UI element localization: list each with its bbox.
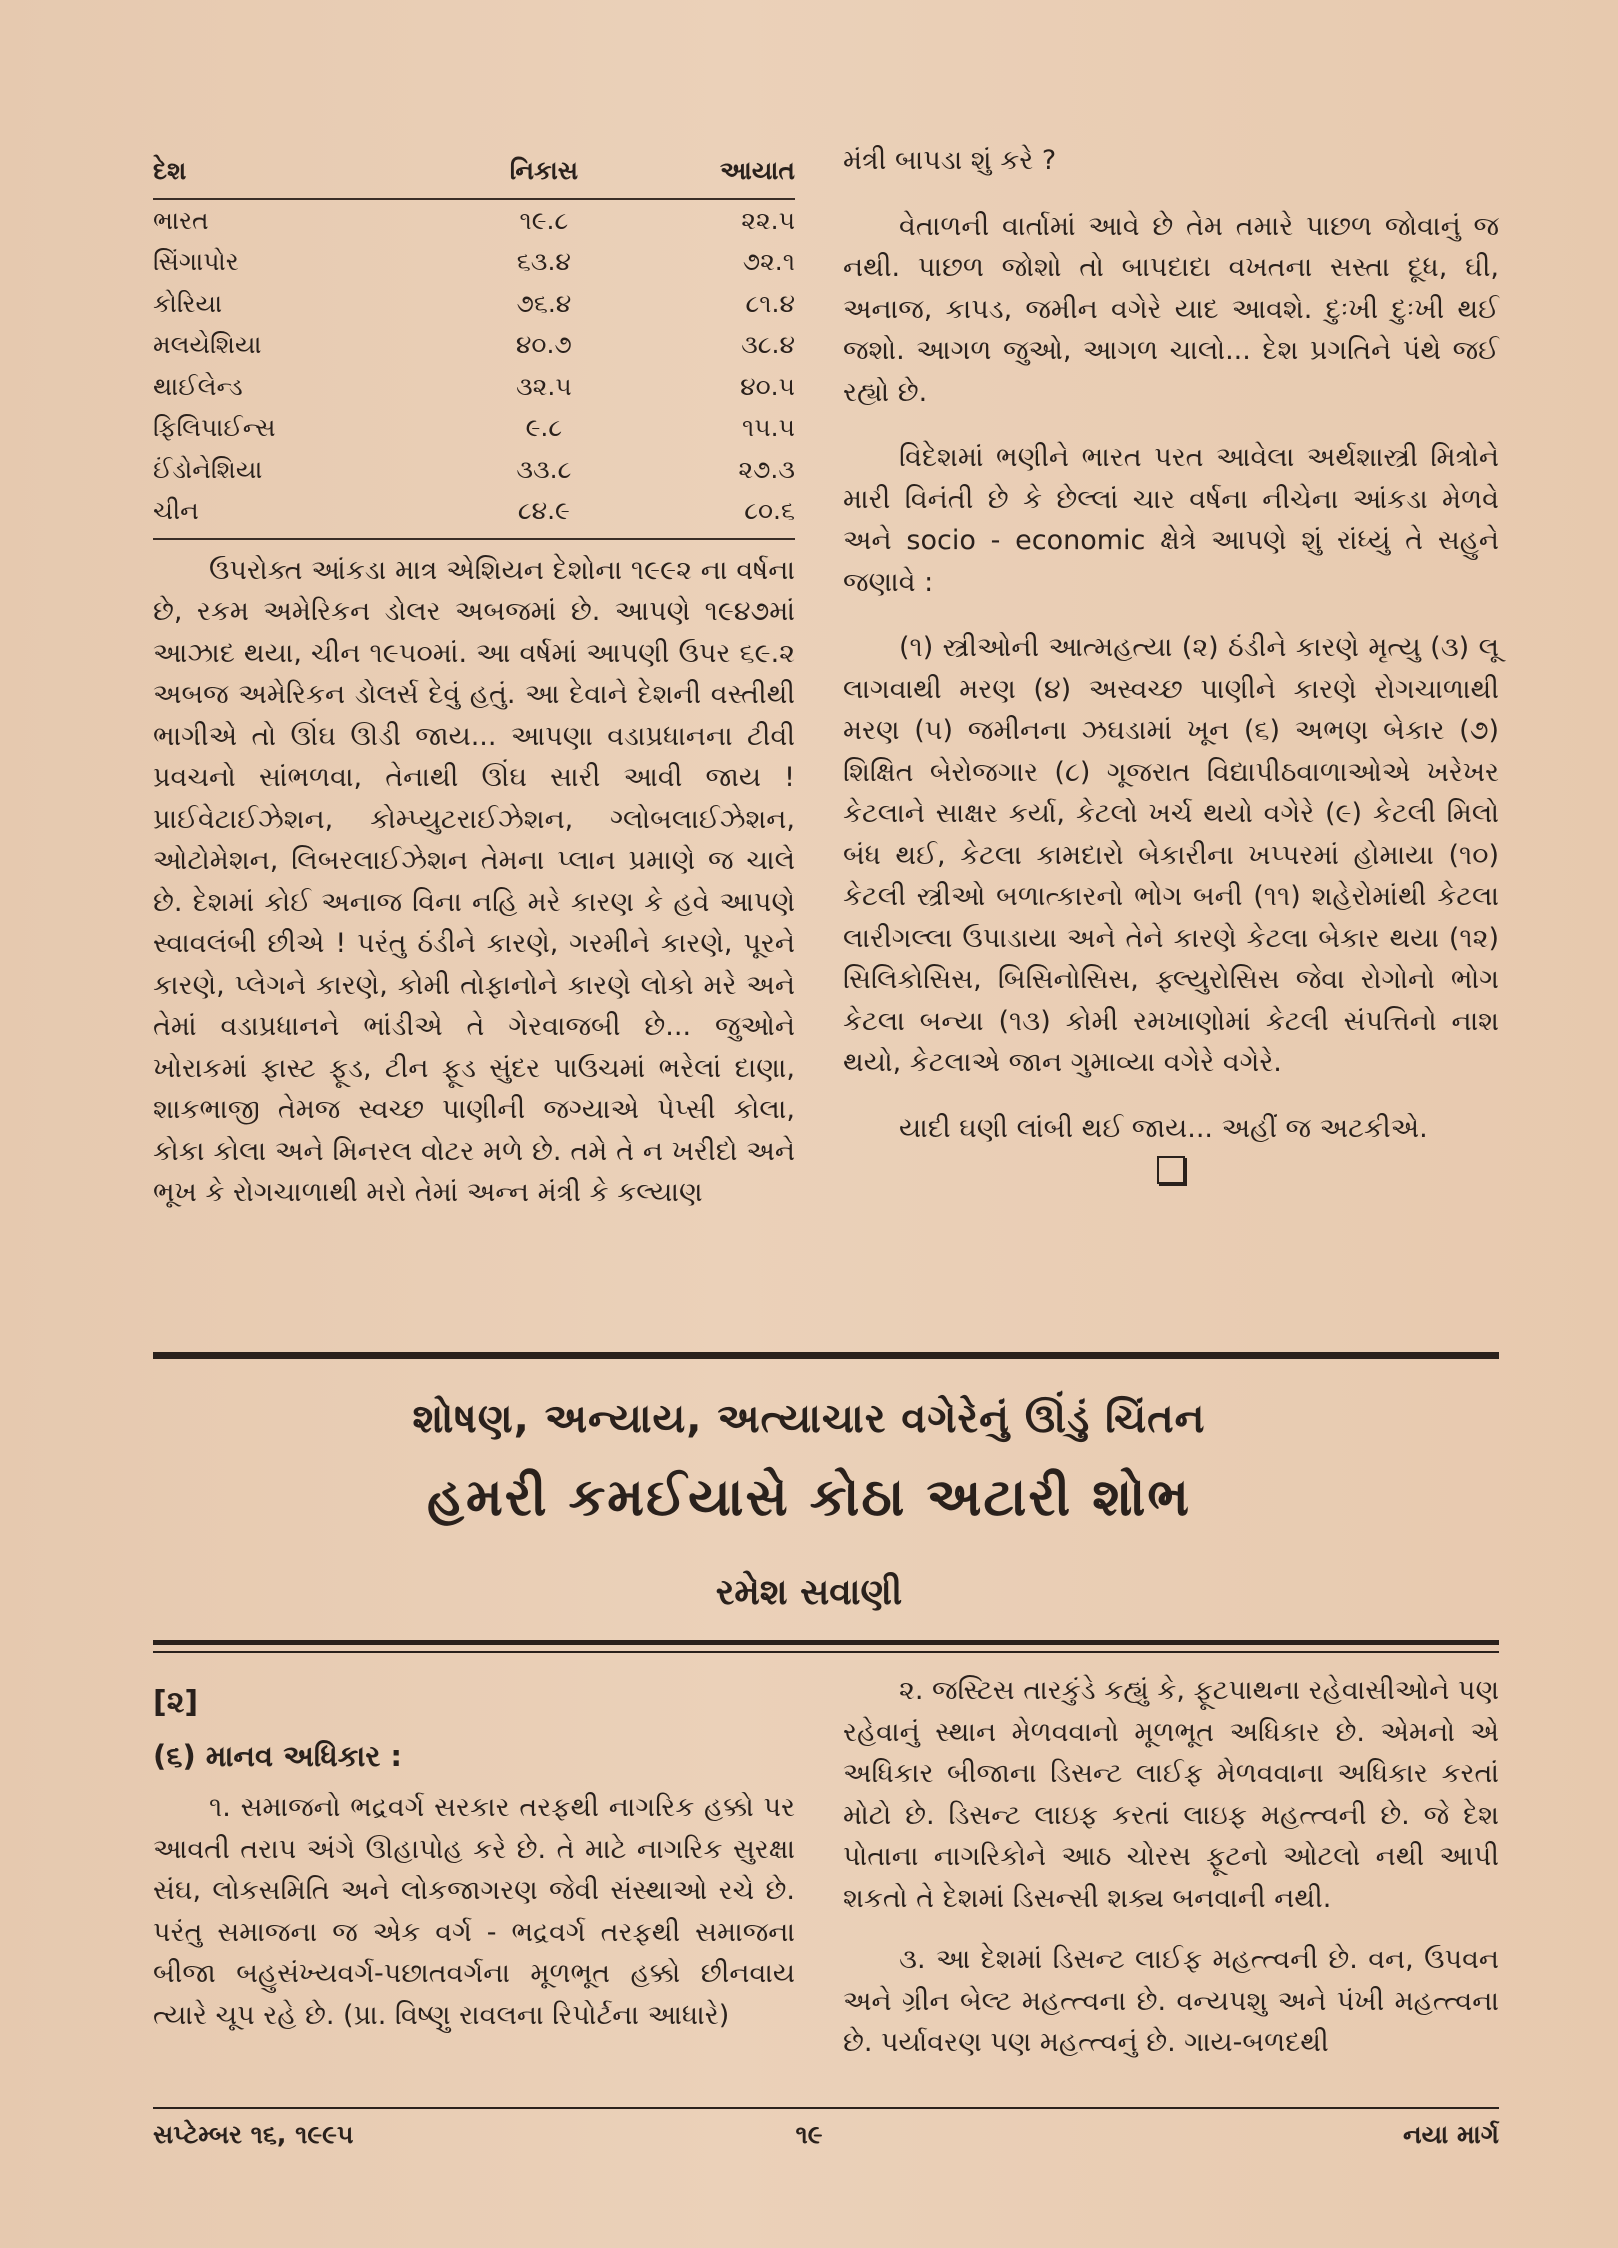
right-column-bottom [843,1670,1499,2064]
table-cell: કોરિયા [153,288,223,318]
paragraph: ૧. સમાજનો ભદ્રવર્ગ સરકાર તરફથી નાગરિક હક્કો પર આવતી તરાપ અંગે ઊહાપોહ કરે છે. તે માટે નાગરિક સુરક્ષા સંઘ, લોકસમિતિ અને લોકજાગરણ જેવી સંસ્થાઓ રચે છે. પરંતુ સમાજના જ એક વર્ગ - ભદ્રવર્ગ તરફથી સમાજના બીજા બહુસંખ્યવર્ગ-પછાતવર્ગના મૂળભૂત હક્કો છીનવાય ત્યારે ચૂપ રહે છે. (પ્રા. વિષ્ણુ રાવલના રિપોર્ટના આધારે) [153,1792,795,2031]
table-cell: ૩૮.૪ [741,330,795,359]
table-row [153,283,795,325]
table-cell: ૮૧.૪ [745,288,795,318]
table-cell: ૧૫.૫ [741,413,795,442]
headline-top-rule [153,1352,1499,1359]
paragraph: ૨. જસ્ટિસ તારકુંડે કહ્યું કે, ફૂટપાથના રહેવાસીઓને પણ રહેવાનું સ્થાન મેળવવાનો મૂળભૂત અધિકાર છે. એમનો એ અધિકાર બીજાના ડિસન્ટ લાઈફ મેળવવાના અધિકાર કરતાં મોટો છે. ડિસન્ટ લાઇફ કરતાં લાઇફ મહત્ત્વની છે. જે દેશ પોતાના નાગરિકોને આઠ ચોરસ ફૂટનો ઓટલો નથી આપી શકતો તે દેશમાં ડિસન્સી શક્ય બનવાની નથી. [843,1675,1499,1914]
table-cell: ૧૯.૮ [519,205,569,235]
footer-magazine-name: નયા માર્ગ [1403,2120,1499,2149]
table-row [153,366,795,408]
table-header-country: દેશ [153,150,410,199]
article-author: રમેશ સવાણી [715,1572,903,1613]
table-cell: ૭૬.૪ [516,288,572,318]
paragraph: વેતાળની વાર્તામાં આવે છે તેમ તમારે પાછળ જોવાનું જ નથી. પાછળ જોશો તો બાપદાદા વખતના સસ્તા દૂધ, ઘી, અનાજ, કાપડ, જમીન વગેરે યાદ આવશે. દુઃખી દુઃખી થઈ જશો. આગળ જુઓ, આગળ ચાલો... દેશ પ્રગતિને પંથે જઈ રહ્યો છે. [843,210,1499,408]
table-cell: ઈંડોનેશિયા [153,454,263,484]
table-cell: ૮૪.૯ [410,490,637,539]
trade-table [153,150,795,540]
table-cell: ૭૨.૧ [742,247,795,276]
table-cell: ૩૩.૮ [516,454,572,484]
paragraph: ઉપરોક્ત આંકડા માત્ર એશિયન દેશોના ૧૯૯૨ ના વર્ષના છે, રકમ અમેરિકન ડોલર અબજમાં છે. આપણે ૧૯૪૭માં આઝાદ થયા, ચીન ૧૯૫૦માં. આ વર્ષમાં આપણી ઉપર ૬૯.૨ અબજ અમેરિકન ડોલર્સ દેવું હતું. આ દેવાને દેશની વસ્તીથી ભાગીએ તો ઊંઘ ઊડી જાય... આપણા વડાપ્રધાનના ટીવી પ્રવચનો સાંભળવા, તેનાથી ઊંઘ સારી આવી જાય ! પ્રાઈવેટાઈઝેશન, કોમ્પ્યુટરાઈઝેશન, ગ્લોબલાઈઝેશન, ઓટોમેશન, લિબરલાઈઝેશન તેમના પ્લાન પ્રમાણે જ ચાલે છે. દેશમાં કોઈ અનાજ વિના નહિ મરે કારણ કે હવે આપણે સ્વાવલંબી છીએ ! પરંતુ ઠંડીને કારણે, ગરમીને કારણે, પૂરને કારણે, પ્લેગને કારણે, કોમી તોફાનોને કારણે લોકો મરે અને તેમાં વડાપ્રધાનને ભાંડીએ તે ગેરવાજબી છે... જુઓને ખોરાકમાં ફાસ્ટ ફૂડ, ટીન ફૂડ સુંદર પાઉચમાં ભરેલાં દાણા, શાકભાજી તેમજ સ્વચ્છ પાણીની જગ્યાએ પેપ્સી કોલા, કોકા કોલા અને મિનરલ વોટર મળે છે. તમે તે ન ખરીદો અને ભૂખ કે રોગચાળાથી મરો તેમાં અન્ન મંત્રી કે કલ્યાણ [153,554,795,1208]
table-header-row [153,150,795,199]
footer-rule [153,2107,1499,2109]
table-row [153,199,795,242]
table-cell: મલયેશિયા [153,330,262,359]
headline-bottom-rule-2 [153,1651,1499,1653]
headline-bottom-rule-1 [153,1640,1499,1645]
table-cell: થાઈલેન્ડ [153,371,243,401]
table-cell: ૪૦.૭ [515,330,572,359]
left-column-bottom [153,1682,795,2036]
section-heading: (૬) માનવ અધિકાર : [153,1738,403,1773]
table-row [153,324,795,366]
table-cell: ૯.૮ [525,413,563,442]
table-cell: ફિલિપાઈન્સ [153,413,276,442]
paragraph: મંત્રી બાપડા શું કરે ? [843,145,1057,176]
article-headline: હમરી કમઈયાસે કોઠા અટારી શોભ [427,1468,1191,1528]
table-cell: ૨૨.૫ [741,205,795,235]
article-kicker: શોષણ, અન્યાય, અત્યાચાર વગેરેનું ઊંડું ચિંતન [412,1396,1206,1442]
right-column-top [843,140,1499,1197]
paragraph: વિદેશમાં ભણીને ભારત પરત આવેલા અર્થશાસ્ત્રી મિત્રોને મારી વિનંતી છે કે છેલ્લાં ચાર વર્ષના નીચેના આંકડા મેળવે અને socio - economic ક્ષેત્રે આપણે શું રાંધ્યું તે સહુને જણાવે : [843,442,1499,598]
table-cell: ૮૦.૬ [638,490,795,539]
left-column-top [153,150,795,1214]
table-row [153,241,795,283]
table-row [153,407,795,449]
section-number: [૨] [153,1685,199,1720]
table-cell: ૬૩.૪ [516,247,571,276]
table-header-export: નિકાસ [410,150,637,199]
table-cell: ૪૦.૫ [740,371,795,401]
footer-date: સપ્ટેમ્બર ૧૬, ૧૯૯૫ [153,2120,354,2149]
table-cell: ચીન [153,490,410,539]
paragraph: (૧) સ્ત્રીઓની આત્મહત્યા (૨) ઠંડીને કારણે મૃત્યુ (૩) લૂ લાગવાથી મરણ (૪) અસ્વચ્છ પાણીને કારણે રોગચાળાથી મરણ (૫) જમીનના ઝઘડામાં ખૂન (૬) અભણ બેકાર (૭) શિક્ષિત બેરોજગાર (૮) ગૂજરાત વિદ્યાપીઠવાળાઓએ ખરેખર કેટલાને સાક્ષર કર્યા, કેટલો ખર્ચ થયો વગેરે (૯) કેટલી મિલો બંધ થઈ, કેટલા કામદારો બેકારીના ખપ્પરમાં હોમાયા (૧૦) કેટલી સ્ત્રીઓ બળાત્કારનો ભોગ બની (૧૧) શહેરોમાંથી કેટલા લારીગલ્લા ઉપાડાયા અને તેને કારણે કેટલા બેકાર થયા (૧૨) સિલિકોસિસ, બિસિનોસિસ, ફ્લ્યુરોસિસ જેવા રોગોનો ભોગ કેટલા બન્યા (૧૩) કોમી રમખાણોમાં કેટલી સંપત્તિનો નાશ થયો, કેટલાએ જાન ગુમાવ્યા વગેરે વગેરે. [843,632,1499,1078]
table-cell: સિંગાપોર [153,247,239,276]
table-row [153,490,795,539]
table-row [153,449,795,491]
paragraph: યાદી ઘણી લાંબી થઈ જાય... અહીં જ અટકીએ. [899,1112,1428,1144]
paragraph: ૩. આ દેશમાં ડિસન્ટ લાઈફ મહત્ત્વની છે. વન, ઉપવન અને ગ્રીન બેલ્ટ મહત્ત્વના છે. વન્યપશુ અને પંખી મહત્ત્વના છે. પર્યાવરણ પણ મહત્ત્વનું છે. ગાય-બળદથી [843,1944,1499,2058]
end-of-article-mark [1157,1156,1185,1184]
footer-page-number: ૧૯ [795,2120,823,2149]
table-header-import: આયાત [638,150,795,199]
table-cell: ૨૭.૩ [738,454,795,484]
table-cell: ૩૨.૫ [516,371,572,401]
table-cell: ભારત [153,205,209,235]
